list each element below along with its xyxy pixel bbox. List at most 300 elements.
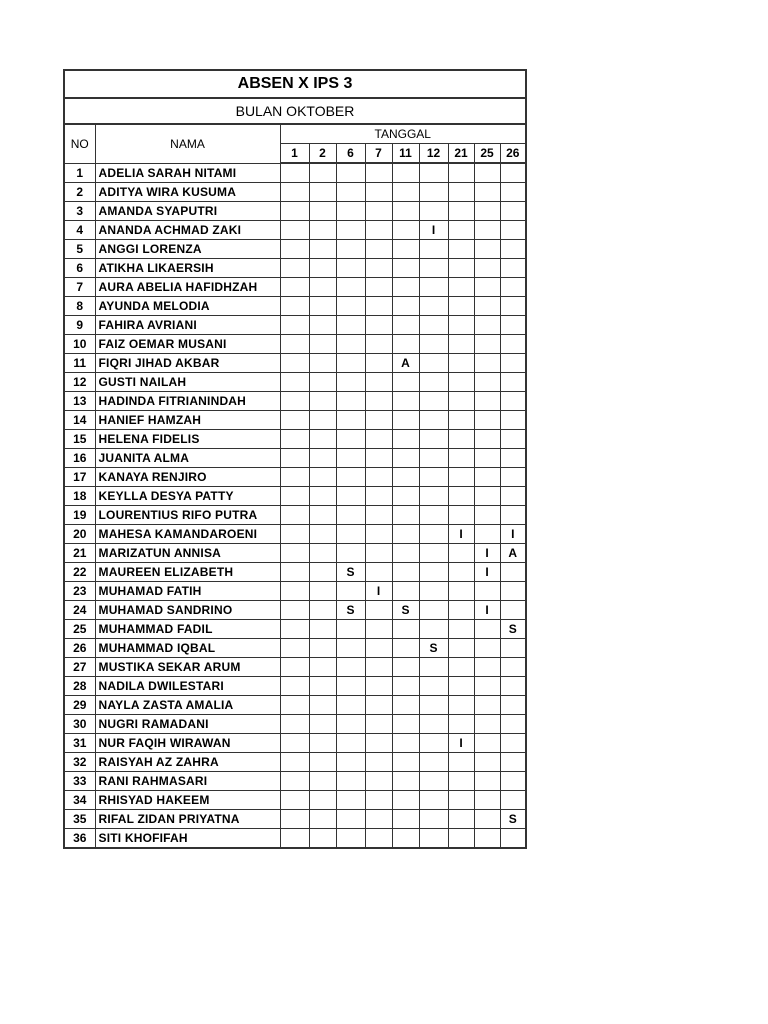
attendance-cell (365, 487, 392, 506)
attendance-cell (365, 658, 392, 677)
row-number: 30 (64, 715, 95, 734)
attendance-cell (280, 753, 309, 772)
attendance-cell (448, 658, 474, 677)
table-row (64, 221, 526, 240)
attendance-cell (336, 163, 365, 183)
attendance-cell (336, 772, 365, 791)
attendance-cell (419, 563, 448, 582)
attendance-cell (392, 297, 419, 316)
attendance-cell (392, 221, 419, 240)
header-date-25: 25 (474, 144, 500, 164)
attendance-cell (336, 677, 365, 696)
attendance-cell (500, 163, 526, 183)
attendance-cell (336, 335, 365, 354)
attendance-cell (365, 240, 392, 259)
attendance-cell (392, 582, 419, 601)
attendance-cell (309, 468, 336, 487)
attendance-cell (309, 506, 336, 525)
attendance-cell (392, 202, 419, 221)
attendance-cell (419, 449, 448, 468)
attendance-cell (280, 829, 309, 849)
attendance-cell (392, 392, 419, 411)
attendance-cell (309, 183, 336, 202)
attendance-cell (309, 430, 336, 449)
attendance-cell (500, 734, 526, 753)
attendance-cell (336, 430, 365, 449)
attendance-cell (500, 772, 526, 791)
student-name: RANI RAHMASARI (95, 772, 280, 791)
header-date-26: 26 (500, 144, 526, 164)
attendance-cell (500, 411, 526, 430)
attendance-cell (336, 582, 365, 601)
attendance-cell (309, 658, 336, 677)
attendance-cell (392, 335, 419, 354)
attendance-cell (365, 791, 392, 810)
attendance-cell (419, 620, 448, 639)
header-date-2: 2 (309, 144, 336, 164)
attendance-cell (280, 563, 309, 582)
header-date-6: 6 (336, 144, 365, 164)
attendance-cell (474, 449, 500, 468)
attendance-cell (448, 411, 474, 430)
student-name: GUSTI NAILAH (95, 373, 280, 392)
attendance-cell (448, 506, 474, 525)
attendance-cell (365, 715, 392, 734)
student-name: HADINDA FITRIANINDAH (95, 392, 280, 411)
attendance-cell (365, 430, 392, 449)
attendance-cell (280, 525, 309, 544)
table-row (64, 468, 526, 487)
student-name: ATIKHA LIKAERSIH (95, 259, 280, 278)
attendance-cell (474, 163, 500, 183)
attendance-cell (309, 487, 336, 506)
row-number: 34 (64, 791, 95, 810)
header-date-7: 7 (365, 144, 392, 164)
attendance-cell (336, 221, 365, 240)
row-number: 33 (64, 772, 95, 791)
attendance-cell: S (500, 620, 526, 639)
student-name: RIFAL ZIDAN PRIYATNA (95, 810, 280, 829)
attendance-cell (365, 525, 392, 544)
attendance-cell: S (419, 639, 448, 658)
attendance-cell (500, 506, 526, 525)
attendance-cell: I (448, 734, 474, 753)
table-row (64, 183, 526, 202)
attendance-cell (392, 810, 419, 829)
table-row (64, 354, 526, 373)
attendance-cell (280, 316, 309, 335)
attendance-cell (448, 297, 474, 316)
table-row (64, 620, 526, 639)
student-name: MUHAMAD FATIH (95, 582, 280, 601)
attendance-table (63, 69, 527, 849)
student-name: HANIEF HAMZAH (95, 411, 280, 430)
attendance-cell (280, 468, 309, 487)
attendance-cell (365, 411, 392, 430)
row-number: 2 (64, 183, 95, 202)
attendance-cell (309, 829, 336, 849)
row-number: 23 (64, 582, 95, 601)
attendance-cell (500, 658, 526, 677)
attendance-cell (500, 449, 526, 468)
attendance-cell (448, 601, 474, 620)
attendance-cell (365, 620, 392, 639)
attendance-cell (392, 791, 419, 810)
attendance-cell (309, 278, 336, 297)
attendance-cell (280, 601, 309, 620)
attendance-cell (500, 601, 526, 620)
attendance-cell (365, 734, 392, 753)
attendance-cell (448, 468, 474, 487)
attendance-cell (419, 753, 448, 772)
attendance-cell (500, 430, 526, 449)
attendance-cell (474, 810, 500, 829)
attendance-cell (392, 658, 419, 677)
attendance-cell (419, 392, 448, 411)
attendance-cell (365, 354, 392, 373)
attendance-cell (474, 392, 500, 411)
attendance-cell (500, 259, 526, 278)
table-row (64, 430, 526, 449)
attendance-cell (280, 620, 309, 639)
attendance-cell (336, 240, 365, 259)
attendance-cell (419, 335, 448, 354)
attendance-cell (280, 335, 309, 354)
attendance-cell (500, 202, 526, 221)
attendance-cell (419, 525, 448, 544)
attendance-cell (280, 677, 309, 696)
attendance-cell (392, 753, 419, 772)
student-name: AURA ABELIA HAFIDHZAH (95, 278, 280, 297)
attendance-cell (419, 183, 448, 202)
attendance-cell (419, 829, 448, 849)
student-name: KEYLLA DESYA PATTY (95, 487, 280, 506)
header-date-11: 11 (392, 144, 419, 164)
attendance-cell (280, 297, 309, 316)
attendance-cell (392, 487, 419, 506)
attendance-cell (336, 620, 365, 639)
attendance-cell (474, 753, 500, 772)
attendance-cell: I (500, 525, 526, 544)
table-row (64, 392, 526, 411)
attendance-cell (365, 373, 392, 392)
student-name: JUANITA ALMA (95, 449, 280, 468)
attendance-cell (419, 354, 448, 373)
attendance-cell (365, 468, 392, 487)
table-row (64, 582, 526, 601)
attendance-cell (365, 278, 392, 297)
attendance-cell: S (500, 810, 526, 829)
row-number: 12 (64, 373, 95, 392)
attendance-cell (419, 658, 448, 677)
attendance-cell (500, 183, 526, 202)
student-name: FAIZ OEMAR MUSANI (95, 335, 280, 354)
attendance-cell (365, 677, 392, 696)
table-row (64, 753, 526, 772)
attendance-cell (280, 658, 309, 677)
attendance-cell: I (419, 221, 448, 240)
attendance-cell (309, 772, 336, 791)
student-name: ANGGI LORENZA (95, 240, 280, 259)
table-row (64, 506, 526, 525)
attendance-cell (280, 411, 309, 430)
attendance-sheet (63, 69, 525, 849)
attendance-cell (419, 411, 448, 430)
table-row (64, 601, 526, 620)
row-number: 36 (64, 829, 95, 849)
attendance-cell (474, 658, 500, 677)
attendance-cell (500, 753, 526, 772)
attendance-cell (392, 278, 419, 297)
attendance-cell (309, 202, 336, 221)
attendance-cell (500, 221, 526, 240)
attendance-cell (392, 772, 419, 791)
student-name: ADITYA WIRA KUSUMA (95, 183, 280, 202)
attendance-cell (419, 772, 448, 791)
attendance-cell: I (474, 601, 500, 620)
attendance-cell (419, 791, 448, 810)
table-row (64, 810, 526, 829)
attendance-cell (309, 677, 336, 696)
attendance-cell (365, 753, 392, 772)
table-row (64, 335, 526, 354)
attendance-cell (448, 791, 474, 810)
attendance-cell (419, 544, 448, 563)
attendance-cell (392, 734, 419, 753)
table-row (64, 544, 526, 563)
attendance-cell (280, 715, 309, 734)
attendance-cell (280, 373, 309, 392)
row-number: 5 (64, 240, 95, 259)
student-name: AYUNDA MELODIA (95, 297, 280, 316)
row-number: 22 (64, 563, 95, 582)
attendance-cell (336, 183, 365, 202)
attendance-cell (419, 373, 448, 392)
attendance-cell (392, 677, 419, 696)
table-row (64, 240, 526, 259)
attendance-cell (336, 791, 365, 810)
attendance-cell (448, 202, 474, 221)
sheet-title: ABSEN X IPS 3 (64, 70, 526, 98)
attendance-cell (336, 487, 365, 506)
attendance-cell (419, 278, 448, 297)
attendance-cell (280, 392, 309, 411)
attendance-cell (474, 734, 500, 753)
row-number: 26 (64, 639, 95, 658)
attendance-cell (474, 297, 500, 316)
student-name: FIQRI JIHAD AKBAR (95, 354, 280, 373)
attendance-cell (309, 715, 336, 734)
attendance-cell (500, 715, 526, 734)
row-number: 32 (64, 753, 95, 772)
attendance-cell (392, 696, 419, 715)
attendance-cell (365, 772, 392, 791)
row-number: 15 (64, 430, 95, 449)
attendance-cell (392, 430, 419, 449)
attendance-cell (474, 240, 500, 259)
header-tanggal: TANGGAL (280, 124, 526, 144)
attendance-cell (392, 183, 419, 202)
row-number: 18 (64, 487, 95, 506)
attendance-cell (419, 430, 448, 449)
attendance-cell (392, 468, 419, 487)
attendance-cell (309, 316, 336, 335)
attendance-cell (280, 278, 309, 297)
row-number: 11 (64, 354, 95, 373)
attendance-cell (448, 563, 474, 582)
attendance-cell (365, 316, 392, 335)
student-name: NUGRI RAMADANI (95, 715, 280, 734)
attendance-cell (448, 639, 474, 658)
attendance-cell (392, 620, 419, 639)
row-number: 35 (64, 810, 95, 829)
attendance-cell: A (392, 354, 419, 373)
attendance-cell (448, 430, 474, 449)
table-row (64, 715, 526, 734)
attendance-cell (419, 240, 448, 259)
attendance-cell (309, 449, 336, 468)
attendance-cell: S (336, 601, 365, 620)
attendance-cell (309, 696, 336, 715)
attendance-cell (309, 411, 336, 430)
student-name: SITI KHOFIFAH (95, 829, 280, 849)
attendance-cell (419, 601, 448, 620)
attendance-cell (474, 582, 500, 601)
attendance-cell (448, 696, 474, 715)
attendance-cell (474, 715, 500, 734)
attendance-cell (309, 582, 336, 601)
row-number: 13 (64, 392, 95, 411)
attendance-cell (365, 183, 392, 202)
attendance-cell (448, 373, 474, 392)
table-row (64, 772, 526, 791)
attendance-cell (392, 506, 419, 525)
table-row (64, 449, 526, 468)
attendance-cell (309, 221, 336, 240)
table-row (64, 525, 526, 544)
row-number: 21 (64, 544, 95, 563)
attendance-cell (309, 240, 336, 259)
attendance-cell (309, 163, 336, 183)
attendance-cell (309, 563, 336, 582)
attendance-cell (392, 829, 419, 849)
attendance-cell (474, 639, 500, 658)
attendance-cell (474, 829, 500, 849)
attendance-cell (500, 487, 526, 506)
header-date-12: 12 (419, 144, 448, 164)
attendance-cell (309, 639, 336, 658)
student-name: NUR FAQIH WIRAWAN (95, 734, 280, 753)
student-name: HELENA FIDELIS (95, 430, 280, 449)
attendance-cell (365, 563, 392, 582)
table-row (64, 696, 526, 715)
row-number: 29 (64, 696, 95, 715)
attendance-cell (280, 582, 309, 601)
attendance-cell (365, 221, 392, 240)
attendance-cell (365, 297, 392, 316)
row-number: 3 (64, 202, 95, 221)
attendance-cell (419, 506, 448, 525)
attendance-cell (336, 639, 365, 658)
attendance-cell (500, 392, 526, 411)
attendance-cell (392, 411, 419, 430)
attendance-cell (474, 677, 500, 696)
student-name: KANAYA RENJIRO (95, 468, 280, 487)
attendance-cell (474, 221, 500, 240)
attendance-cell (280, 506, 309, 525)
attendance-cell (365, 449, 392, 468)
attendance-cell (336, 316, 365, 335)
attendance-cell (280, 183, 309, 202)
attendance-cell (280, 449, 309, 468)
attendance-cell (474, 696, 500, 715)
attendance-cell (365, 829, 392, 849)
attendance-cell (309, 392, 336, 411)
row-number: 9 (64, 316, 95, 335)
attendance-cell (365, 810, 392, 829)
attendance-cell (365, 601, 392, 620)
attendance-cell (392, 639, 419, 658)
table-row (64, 163, 526, 183)
attendance-cell (474, 772, 500, 791)
attendance-cell (419, 468, 448, 487)
attendance-cell (280, 221, 309, 240)
student-name: RHISYAD HAKEEM (95, 791, 280, 810)
row-number: 27 (64, 658, 95, 677)
attendance-cell (280, 772, 309, 791)
student-name: ADELIA SARAH NITAMI (95, 163, 280, 183)
row-number: 7 (64, 278, 95, 297)
attendance-cell (474, 506, 500, 525)
header-date-1: 1 (280, 144, 309, 164)
attendance-cell (392, 563, 419, 582)
attendance-cell (365, 335, 392, 354)
attendance-cell (448, 449, 474, 468)
table-row (64, 297, 526, 316)
attendance-cell (448, 335, 474, 354)
attendance-cell (336, 411, 365, 430)
attendance-cell (500, 297, 526, 316)
attendance-cell (336, 278, 365, 297)
attendance-cell (280, 696, 309, 715)
attendance-cell (336, 297, 365, 316)
attendance-cell (280, 430, 309, 449)
attendance-cell (336, 392, 365, 411)
attendance-cell (280, 240, 309, 259)
attendance-cell: I (474, 563, 500, 582)
attendance-cell (419, 202, 448, 221)
student-name: MUHAMAD SANDRINO (95, 601, 280, 620)
row-number: 17 (64, 468, 95, 487)
row-number: 8 (64, 297, 95, 316)
header-nama: NAMA (95, 124, 280, 163)
student-name: AMANDA SYAPUTRI (95, 202, 280, 221)
attendance-cell (448, 316, 474, 335)
attendance-cell: I (474, 544, 500, 563)
attendance-cell (448, 620, 474, 639)
attendance-cell (474, 278, 500, 297)
attendance-cell (474, 791, 500, 810)
attendance-cell (500, 278, 526, 297)
attendance-cell (448, 544, 474, 563)
attendance-cell (309, 601, 336, 620)
attendance-cell (500, 468, 526, 487)
table-row (64, 487, 526, 506)
row-number: 6 (64, 259, 95, 278)
attendance-cell (365, 392, 392, 411)
attendance-cell (419, 810, 448, 829)
table-row (64, 373, 526, 392)
